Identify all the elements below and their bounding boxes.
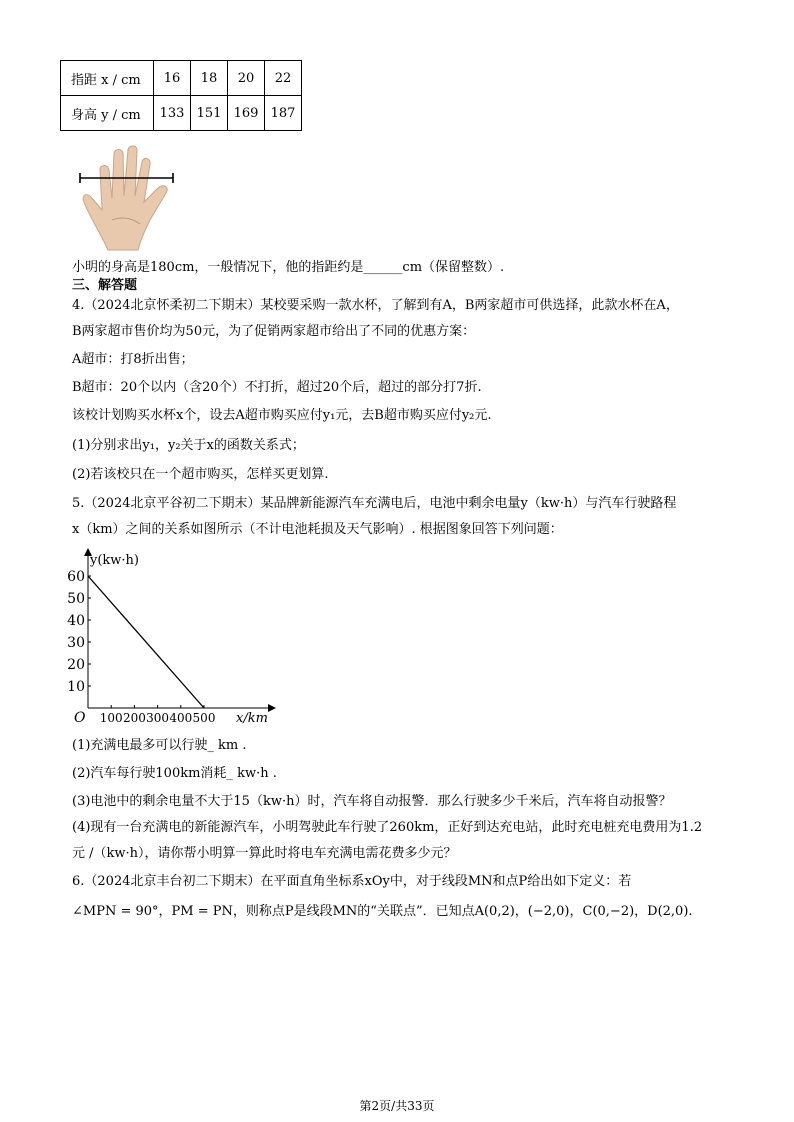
battery-range-chart (64, 546, 284, 730)
x-tick-label: 200 (122, 711, 146, 725)
question-3-end: 小明的身高是180cm，一般情况下，他的指距约是______cm（保留整数）. (72, 260, 505, 275)
page-footer: 第2页/共33页 (359, 1099, 435, 1113)
question-5-sub: (4)现有一台充满电的新能源汽车，小明驾驶此车行驶了260km，正好到达充电站，此时充电桩充电费用为1.2 (72, 820, 703, 835)
question-5-sub: (1)充满电最多可以行驶_ km . (72, 738, 247, 753)
table-cell: 18 (191, 61, 228, 96)
x-tick-label: 100 (99, 711, 123, 725)
question-5-sub: (2)汽车每行驶100km消耗_ kw·h . (72, 766, 277, 781)
x-axis-arrow (268, 704, 276, 712)
question-5-sub: 元 /（kw·h），请你帮小明算一算此时将电车充满电需花费多少元？ (72, 846, 457, 861)
question-4-line: (2)若该校只在一个超市购买，怎样买更划算. (72, 467, 329, 482)
question-4-line: (1)分别求出y₁，y₂关于x的函数关系式； (72, 438, 305, 453)
y-tick-label: 20 (67, 657, 85, 673)
table-cell: 16 (154, 61, 191, 96)
question-4-line: B超市：20个以内（含20个）不打折，超过20个后，超过的部分打7折. (72, 380, 482, 395)
y-tick-label: 60 (67, 569, 85, 585)
origin-label: O (74, 710, 86, 726)
x-tick-label: 500 (192, 711, 216, 725)
y-tick-label: 40 (67, 613, 85, 629)
x-tick-label: 300 (146, 711, 170, 725)
question-5-line: x（km）之间的关系如图所示（不计电池耗损及天气影响）. 根据图象回答下列问题： (72, 522, 563, 537)
question-6-line: ∠MPN = 90°，PM = PN，则称点P是线段MN的“关联点”．已知点A(0,2)，(−2,0)，C(0,−2)，D(2,0). (72, 904, 693, 919)
question-6-line: 6.（2024北京丰台初二下期末）在平面直角坐标系xOy中，对于线段MN和点P给出如下定义：若 (72, 874, 632, 889)
finger-height-table (60, 60, 302, 131)
x-tick-label: 400 (169, 711, 193, 725)
question-4-line: A超市：打8折出售； (72, 352, 194, 367)
x-axis-label: x/km (236, 711, 268, 726)
question-4-line: B两家超市售价均为50元，为了促销两家超市给出了不同的优惠方案： (72, 324, 476, 339)
table-cell: 20 (228, 61, 265, 96)
y-tick-label: 50 (67, 591, 85, 607)
question-5-sub: (3)电池中的剩余电量不大于15（kw·h）时，汽车将自动报警．那么行驶多少千米后，汽车将自动报警？ (72, 794, 672, 809)
row-header: 身高 y / cm (61, 96, 154, 131)
y-axis-label: y(kw·h) (90, 553, 139, 568)
table-row (61, 96, 302, 131)
question-5-line: 5.（2024北京平谷初二下期末）某品牌新能源汽车充满电后，电池中剩余电量y（kw·h）与汽车行驶路程 (72, 496, 677, 511)
question-4-line: 该校计划购买水杯x个，设去A超市购买应付y₁元，去B超市购买应付y₂元. (72, 408, 492, 423)
table-cell: 187 (265, 96, 302, 131)
table-cell: 133 (154, 96, 191, 131)
table-cell: 169 (228, 96, 265, 131)
series-line (88, 576, 204, 708)
table-cell: 151 (191, 96, 228, 131)
row-header: 指距 x / cm (61, 61, 154, 96)
y-tick-label: 10 (67, 679, 85, 695)
section-title: 三、解答题 (72, 278, 138, 293)
question-4-line: 4.（2024北京怀柔初二下期末）某校要采购一款水杯，了解到有A，B两家超市可供选择，此款水杯在A， (72, 298, 679, 313)
table-row (61, 61, 302, 96)
hand-illustration (78, 140, 178, 252)
y-tick-label: 30 (67, 635, 85, 651)
table-cell: 22 (265, 61, 302, 96)
